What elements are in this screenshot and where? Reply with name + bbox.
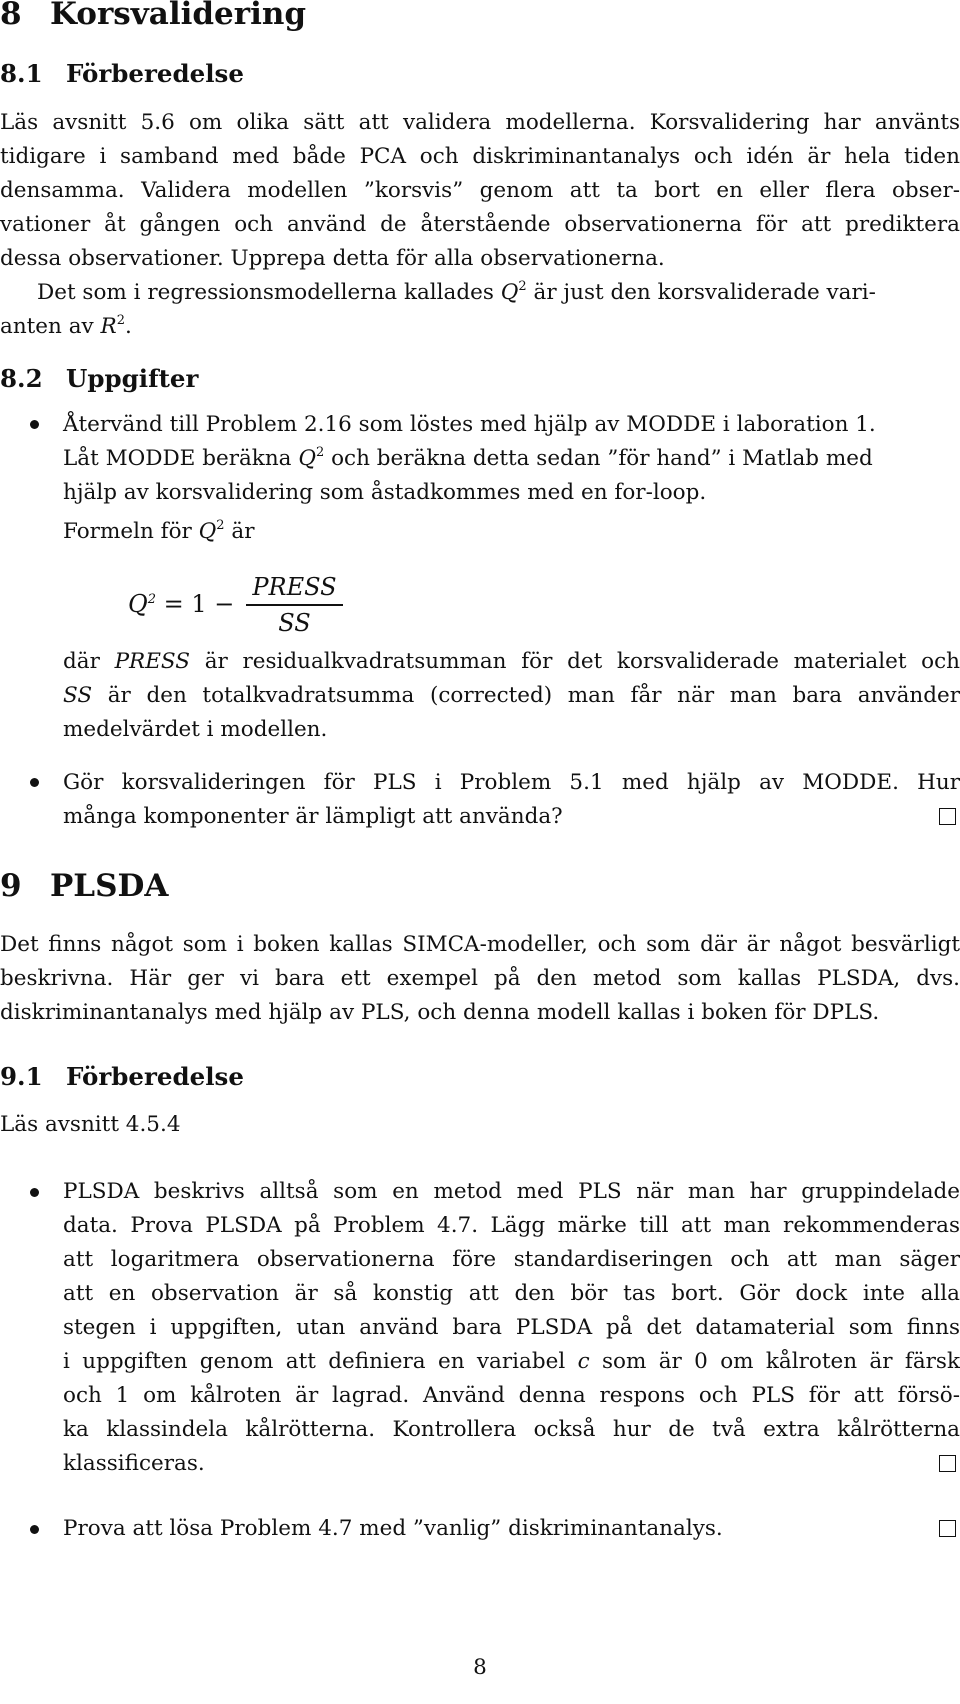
text-line: i uppgiften genom att definiera en variabel c som är 0 om kålroten är färsk — [63, 1349, 960, 1374]
formula-lhs: $Q^2 = 1$ − — [128, 590, 235, 618]
text-line: Återvänd till Problem 2.16 som löstes med hjälp av MODDE i laboration 1. — [63, 412, 876, 437]
text-line: hjälp av korsvalidering som åstadkommes med en for-loop. — [63, 480, 707, 505]
bullet-icon — [30, 420, 39, 429]
checkbox-icon[interactable] — [939, 1455, 956, 1472]
text-line: att en observation är så konstig att den bör tas bort. Gör dock inte alla — [63, 1281, 960, 1306]
fraction-bar — [246, 604, 343, 606]
text-line: där PRESS är residualkvadratsumman för det korsvaliderade materialet och — [63, 649, 960, 674]
subsection-heading-9-1: 9.1 Förberedelse — [0, 1062, 244, 1091]
section-heading-8: 8 Korsvalidering — [0, 0, 307, 32]
text-line: Läs avsnitt 4.5.4 — [0, 1112, 181, 1137]
page-number: 8 — [473, 1655, 487, 1680]
bullet-icon — [30, 778, 39, 787]
text-line: många komponenter är lämpligt att använda? — [63, 804, 563, 829]
text-line: dessa observationer. Upprepa detta för alla observationerna. — [0, 246, 665, 271]
text-line: Gör korsvalideringen för PLS i Problem 5.1 med hjälp av MODDE. Hur — [63, 770, 960, 795]
formula-numerator: PRESS — [252, 573, 337, 601]
text-line: Läs avsnitt 5.6 om olika sätt att validera modellerna. Korsvalidering har använts — [0, 110, 960, 135]
subsection-heading-8-1: 8.1 Förberedelse — [0, 59, 244, 88]
text-line: densamma. Validera modellen ”korsvis” genom att ta bort en eller flera obser- — [0, 178, 960, 203]
subsection-heading-8-2: 8.2 Uppgifter — [0, 364, 199, 393]
section-heading-9: 9 PLSDA — [0, 868, 169, 904]
text-line: SS är den totalkvadratsumma (corrected) man får när man bara använder — [63, 683, 960, 708]
text-line: data. Prova PLSDA på Problem 4.7. Lägg märke till att man rekommenderas — [63, 1213, 960, 1238]
formula-denominator: SS — [278, 609, 311, 637]
formula-fraction — [246, 572, 343, 638]
text-line: beskrivna. Här ger vi bara ett exempel på den metod som kallas PLSDA, dvs. — [0, 966, 960, 991]
text-line: vationer åt gången och använd de återstående observationerna för att prediktera — [0, 212, 960, 237]
bullet-icon — [30, 1525, 39, 1534]
text-line: att logaritmera observationerna före standardiseringen och att man säger — [63, 1247, 960, 1272]
text-line: Låt MODDE beräkna $Q^2$ och beräkna detta sedan ”för hand” i Matlab med — [63, 445, 873, 471]
text-line: medelvärdet i modellen. — [63, 717, 328, 742]
text-line: PLSDA beskrivs alltså som en metod med PLS när man har gruppindelade — [63, 1179, 960, 1204]
text-line: diskriminantanalys med hjälp av PLS, och denna modell kallas i boken för DPLS. — [0, 1000, 880, 1025]
text-line: Formeln för $Q^2$ är — [63, 518, 255, 544]
text-line: klassificeras. — [63, 1451, 205, 1476]
text-line: stegen i uppgiften, utan använd bara PLSDA på det datamaterial som finns — [63, 1315, 960, 1340]
text-line: Prova att lösa Problem 4.7 med ”vanlig” diskriminantanalys. — [63, 1516, 723, 1541]
checkbox-icon[interactable] — [939, 808, 956, 825]
text-line: tidigare i samband med både PCA och diskriminantanalys och idén är hela tiden — [0, 144, 960, 169]
text-line: Det som i regressionsmodellerna kallades $Q^2$ är just den korsvaliderade vari- — [37, 279, 876, 305]
text-line: anten av $R^2$. — [0, 313, 132, 339]
bullet-icon — [30, 1188, 39, 1197]
text-line: och 1 om kålroten är lagrad. Använd denna respons och PLS för att försö- — [63, 1383, 960, 1408]
text-line: Det finns något som i boken kallas SIMCA-modeller, och som där är något besvärligt — [0, 932, 960, 957]
text-line: ka klassindela kålrötterna. Kontrollera också hur de två extra kålrötterna — [63, 1417, 960, 1442]
checkbox-icon[interactable] — [939, 1520, 956, 1537]
